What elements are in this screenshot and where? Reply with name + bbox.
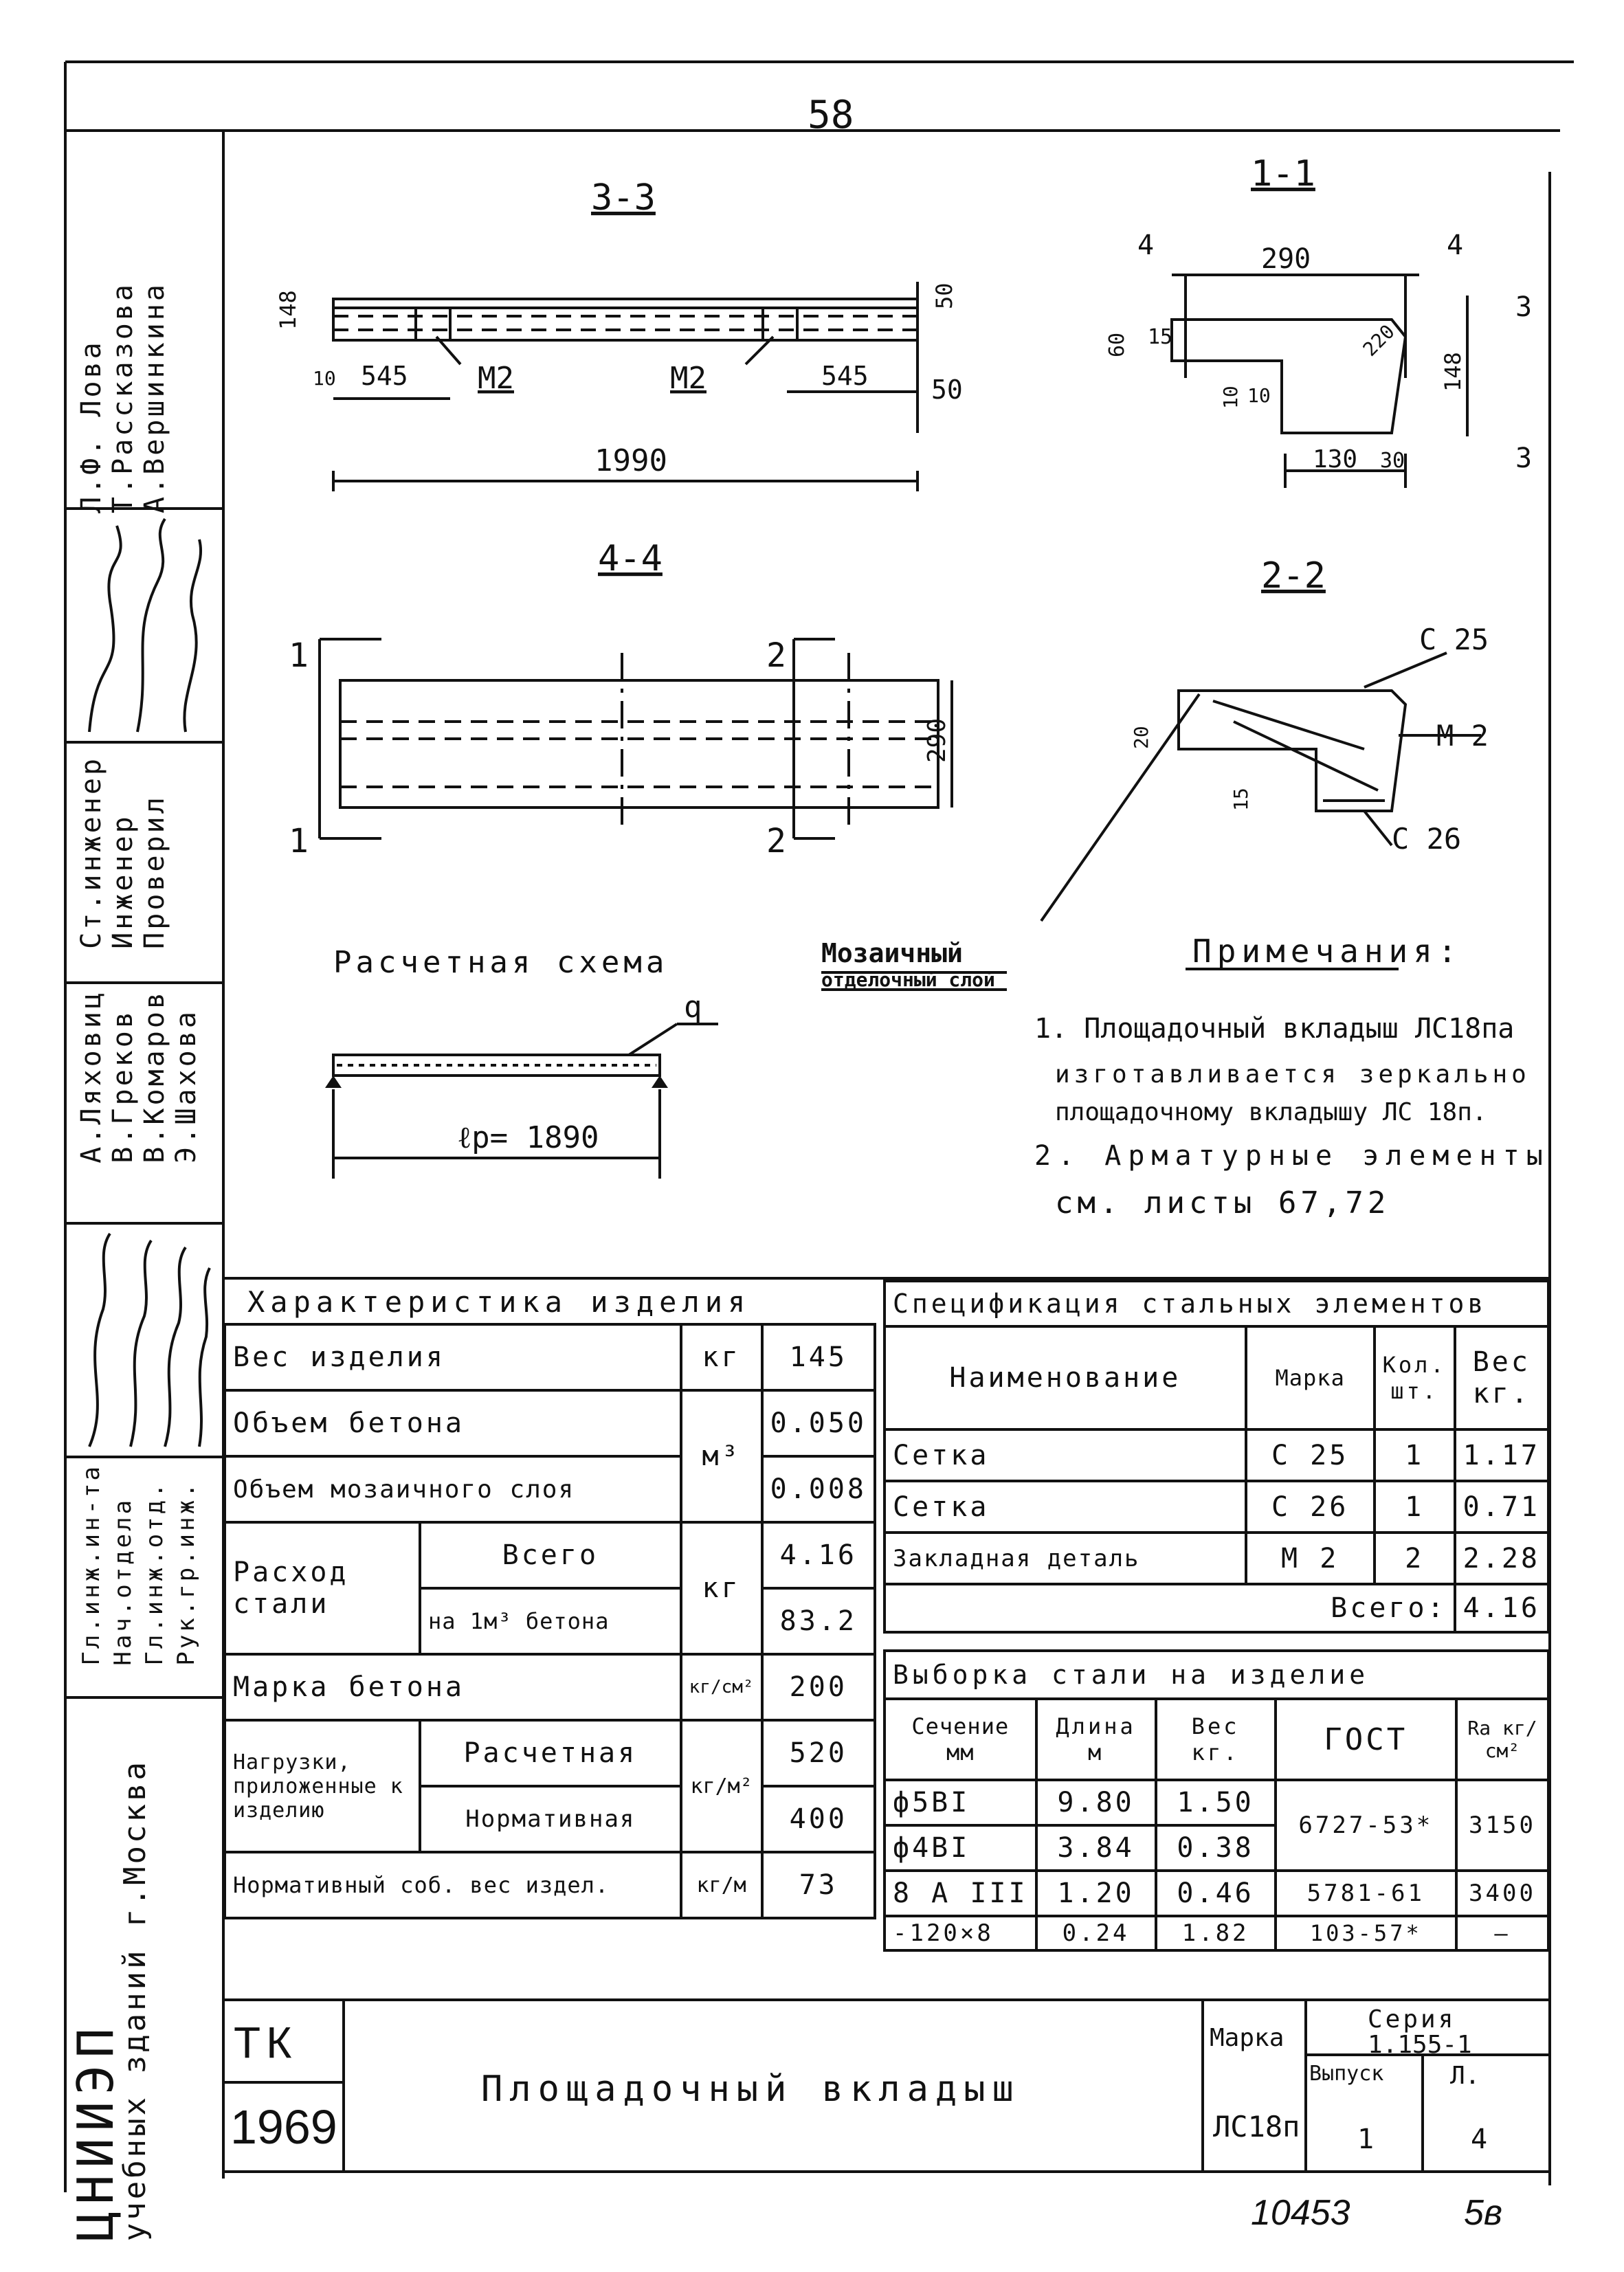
sec33-dim-545b: 545 [821, 361, 869, 391]
sec22-dim-20: 20 [1130, 726, 1153, 749]
role-senior-engineer: Ст.инженер [76, 756, 107, 949]
org-subtitle: учебных зданий г.Москва [118, 1759, 153, 2242]
steel-row1-ra: 3150 [1456, 1780, 1548, 1871]
spec-total-value: 4.16 [1455, 1584, 1548, 1632]
sec22-label-c26: С 26 [1392, 822, 1462, 856]
steel-header-weight: Вес кг. [1156, 1699, 1276, 1780]
sec44-cut-2b: 2 [766, 822, 786, 860]
steel-title: Выборка стали на изделие [885, 1651, 1548, 1699]
sec11-dim-60: 60 [1105, 332, 1129, 357]
steel-header-length: Длина м [1036, 1699, 1156, 1780]
spec-row3-weight: 2.28 [1455, 1533, 1548, 1584]
sec11-cut-3a: 3 [1515, 291, 1533, 323]
sec33-dim-10: 10 [313, 367, 336, 390]
name-grekov: В.Греков [107, 1009, 139, 1163]
notes-line-2: изготавливается зеркально [1055, 1060, 1531, 1089]
steel-row4-weight: 1.82 [1156, 1916, 1276, 1950]
char-load-unit: кг/м² [681, 1720, 762, 1852]
sec11-dim-10b: 10 [1247, 384, 1271, 407]
char-load-norm-value: 400 [762, 1786, 875, 1852]
sec22-title: 2-2 [1261, 555, 1326, 597]
steel-row4-length: 0.24 [1036, 1916, 1156, 1950]
sec11-dim-220: 220 [1358, 320, 1399, 361]
char-steel-name: Расход стали [225, 1522, 420, 1654]
char-load-name: Нагрузки, приложенные к изделию [225, 1720, 420, 1852]
sec11-dim-290: 290 [1261, 243, 1311, 275]
bottom-stamp: 10453 [1251, 2193, 1350, 2233]
notes-line-1: 1. Площадочный вкладыш ЛС18па [1034, 1013, 1515, 1045]
char-concrete-value: 0.050 [762, 1390, 875, 1456]
scheme-title: Расчетная схема [333, 945, 669, 980]
list-label: Л. [1450, 2062, 1480, 2090]
role-engineer: Инженер [107, 814, 139, 949]
char-selfweight-name: Нормативный соб. вес издел. [225, 1852, 681, 1918]
name-lyakhovich: А.Ляховиц [76, 990, 107, 1163]
char-grade-unit: кг/см² [681, 1654, 762, 1720]
name-rasskazova: Т.Рассказова [107, 282, 139, 513]
sec33-dim-50b: 50 [931, 375, 963, 405]
char-steel-unit: кг [681, 1522, 762, 1654]
sec11-dim-148: 148 [1440, 352, 1466, 392]
steel-row1-length: 9.80 [1036, 1780, 1156, 1825]
steel-row1-gost: 6727-53* [1276, 1780, 1456, 1871]
spec-row2-mark: С 26 [1246, 1481, 1375, 1533]
sec44-cut-1a: 1 [289, 636, 309, 675]
char-selfweight-value: 73 [762, 1852, 875, 1918]
steel-row1-weight: 1.50 [1156, 1780, 1276, 1825]
seriya-value: 1.155-1 [1368, 2031, 1472, 2059]
scheme-load: q [684, 990, 702, 1025]
steel-row3-ra: 3400 [1456, 1871, 1548, 1916]
sec44-title: 4-4 [598, 538, 663, 579]
signatures-1 [69, 512, 220, 739]
sec33-dim-148: 148 [275, 290, 301, 330]
steel-row4-gost: 103-57* [1276, 1916, 1456, 1950]
steel-selection-table [883, 1649, 1550, 1952]
char-load-calc-sub: Расчетная [420, 1720, 681, 1786]
document-title: Площадочный вкладыш [481, 2069, 1021, 2110]
sec33-label-m2a: М2 [478, 361, 514, 396]
spec-header-weight: Вес кг. [1455, 1326, 1548, 1429]
spec-row3-name: Закладная деталь [885, 1533, 1246, 1584]
year: 1969 [230, 2100, 337, 2154]
sec11-title: 1-1 [1251, 153, 1315, 194]
spec-row1-weight: 1.17 [1455, 1429, 1548, 1481]
steel-header-gost: ГОСТ [1276, 1699, 1456, 1780]
role-chief-engineer-dept: Гл.инж.отд. [141, 1480, 168, 1666]
sec22-label-c25: С 25 [1419, 623, 1489, 656]
char-mosaic-name: Объем мозаичного слоя [225, 1456, 681, 1522]
char-steel-per-m3-value: 83.2 [762, 1588, 875, 1654]
steel-row3-weight: 0.46 [1156, 1871, 1276, 1916]
char-load-norm-sub: Нормативная [420, 1786, 681, 1852]
spec-row1-name: Сетка [885, 1429, 1246, 1481]
scheme-span: ℓр= 1890 [457, 1120, 599, 1155]
sec11-cut-3b: 3 [1515, 443, 1533, 474]
char-grade-value: 200 [762, 1654, 875, 1720]
roles-2 [76, 756, 170, 949]
steel-header-ra: Ra кг/см² [1456, 1699, 1548, 1780]
roles-1 [76, 1464, 202, 1666]
characteristics-title: Характеристика изделия [247, 1285, 751, 1319]
org-name [67, 1759, 155, 2242]
characteristics-table [223, 1323, 876, 1919]
mosaic-label-2: отделочный слой [821, 968, 995, 991]
sec11-dim-15: 15 [1148, 325, 1173, 349]
char-concrete-unit: м³ [681, 1390, 762, 1522]
notes-title: Примечания: [1192, 933, 1462, 970]
notes-line-3: площадочному вкладышу ЛС 18п. [1055, 1098, 1487, 1126]
signatures-2 [69, 1227, 220, 1454]
org-title: ЦНИИЭП [67, 2021, 124, 2242]
role-group-lead: Рук.гр.инж. [173, 1480, 200, 1666]
vypusk-label: Выпуск [1309, 2062, 1384, 2086]
name-shakhova: Э.Шахова [170, 1009, 202, 1163]
spec-row1-mark: С 25 [1246, 1429, 1375, 1481]
vypusk-value: 1 [1357, 2124, 1375, 2155]
notes-line-5: см. листы 67,72 [1055, 1185, 1390, 1221]
drawings [223, 131, 1550, 1278]
sec33-label-m2b: М2 [670, 361, 707, 396]
marka-value: ЛС18п [1213, 2110, 1300, 2143]
char-steel-per-m3-sub: на 1м³ бетона [420, 1588, 681, 1654]
char-grade-name: Марка бетона [225, 1654, 681, 1720]
spec-header-mark: Марка [1246, 1326, 1375, 1429]
char-steel-total-sub: Всего [420, 1522, 681, 1588]
role-dept-head: Нач.отдела [109, 1497, 137, 1666]
spec-row2-name: Сетка [885, 1481, 1246, 1533]
steel-row4-section: -120×8 [885, 1916, 1036, 1950]
name-lova: Л.Ф. Лова [76, 339, 107, 513]
marka-label: Марка [1210, 2024, 1284, 2052]
list-value: 4 [1471, 2124, 1488, 2155]
seriya-label: Серия [1368, 2005, 1456, 2034]
sheet-number: 5в [1464, 2193, 1503, 2233]
spec-header-name: Наименование [885, 1326, 1246, 1429]
role-checked: Проверил [139, 794, 170, 949]
sec44-dim-290: 290 [923, 717, 951, 763]
steel-row2-length: 3.84 [1036, 1825, 1156, 1871]
sec33-dim-545a: 545 [361, 361, 408, 391]
char-weight-unit: кг [681, 1324, 762, 1390]
spec-header-qty: Кол. шт. [1375, 1326, 1455, 1429]
char-concrete-name: Объем бетона [225, 1390, 681, 1456]
char-load-calc-value: 520 [762, 1720, 875, 1786]
name-komarov: В.Комаров [139, 990, 170, 1163]
spec-title: Спецификация стальных элементов [885, 1281, 1548, 1326]
sec22-label-m2: М 2 [1436, 719, 1489, 753]
sec44-cut-1b: 1 [289, 822, 309, 860]
steel-row2-section: ф4ВI [885, 1825, 1036, 1871]
tk-label: ТК [234, 2018, 298, 2067]
staff-names-1 [76, 990, 202, 1163]
char-mosaic-value: 0.008 [762, 1456, 875, 1522]
steel-row4-ra: — [1456, 1916, 1548, 1950]
char-weight-value: 145 [762, 1324, 875, 1390]
spec-row2-qty: 1 [1375, 1481, 1455, 1533]
sec33-dim-50a: 50 [931, 282, 957, 309]
sec44-cut-2a: 2 [766, 636, 786, 675]
sec22-dim-15: 15 [1230, 788, 1252, 811]
notes-line-4: 2. Арматурные элементы [1034, 1140, 1550, 1172]
sec11-dim-10a: 10 [1219, 386, 1242, 409]
sec11-dim-30: 30 [1380, 449, 1405, 473]
spec-row1-qty: 1 [1375, 1429, 1455, 1481]
mosaic-label-1: Мозаичный [821, 938, 963, 968]
name-vershinkina: А.Вершинкина [139, 282, 170, 513]
sec11-cut-4a: 4 [1137, 230, 1155, 261]
page-number: 58 [808, 93, 854, 137]
char-weight-name: Вес изделия [225, 1324, 681, 1390]
spec-row2-weight: 0.71 [1455, 1481, 1548, 1533]
steel-row1-section: ф5ВI [885, 1780, 1036, 1825]
steel-header-section: Сечение мм [885, 1699, 1036, 1780]
sec11-cut-4b: 4 [1447, 230, 1464, 261]
steel-row3-section: 8 А III [885, 1871, 1036, 1916]
steel-row3-length: 1.20 [1036, 1871, 1156, 1916]
staff-names-2 [76, 282, 170, 513]
steel-row2-weight: 0.38 [1156, 1825, 1276, 1871]
sec11-dim-130: 130 [1313, 445, 1358, 474]
spec-total-label: Всего: [885, 1584, 1455, 1632]
spec-row3-qty: 2 [1375, 1533, 1455, 1584]
sec33-title: 3-3 [591, 177, 656, 219]
specification-table [883, 1280, 1550, 1634]
spec-row3-mark: М 2 [1246, 1533, 1375, 1584]
role-chief-engineer: Гл.инж.ин-та [78, 1464, 105, 1666]
sec33-dim-1990: 1990 [594, 443, 667, 478]
char-selfweight-unit: кг/м [681, 1852, 762, 1918]
char-steel-total-value: 4.16 [762, 1522, 875, 1588]
steel-row3-gost: 5781-61 [1276, 1871, 1456, 1916]
